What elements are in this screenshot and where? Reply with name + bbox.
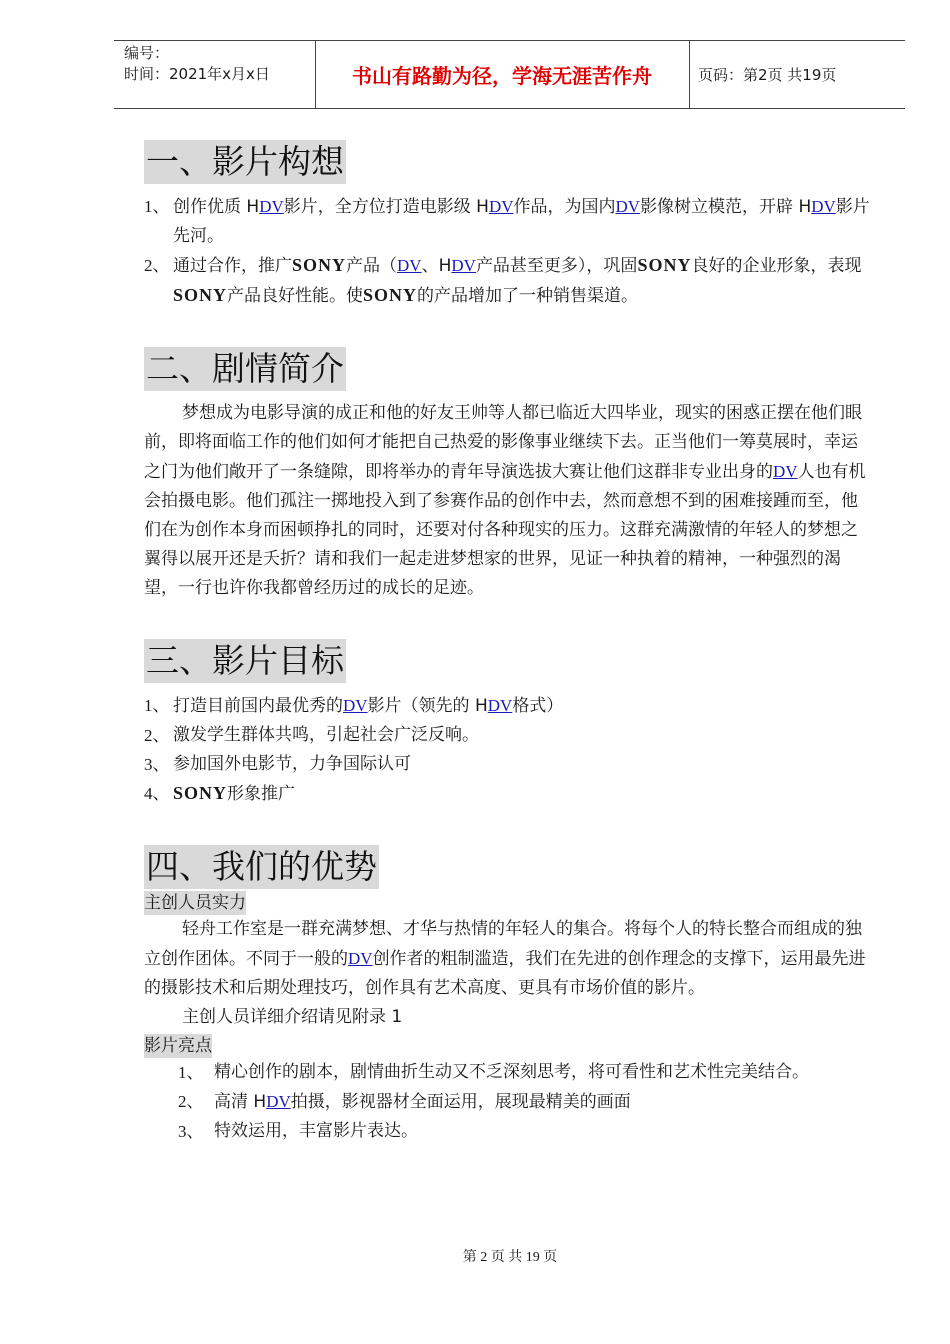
- concept-list: [144, 192, 874, 311]
- team-paragraph: 轻舟工作室是一群充满梦想、才华与热情的年轻人的集合。将每个人的特长整合而组成的独立创作团体。不同于一般的DV创作者的粗制滥造，我们在先进的创作理念的支撑下，运用最先进的摄影技术和后期处理技巧，创作具有艺术高度、更具有市场价值的影片。: [144, 919, 866, 998]
- page-footer: 第 2 页 共 19 页: [462, 1250, 558, 1265]
- sony-logo-text: SONY: [173, 783, 228, 803]
- sony-logo-text: SONY: [637, 255, 692, 275]
- subsection-title: 主创人员实力: [144, 893, 246, 913]
- section-title: 四、我们的优势: [144, 845, 379, 889]
- dv-link[interactable]: DV: [811, 197, 836, 216]
- list-item: 3、 特效运用，丰富影片表达。: [178, 1121, 418, 1141]
- dv-link[interactable]: DV: [397, 256, 422, 275]
- list-item: 2、 激发学生群体共鸣，引起社会广泛反响。: [144, 725, 479, 745]
- dv-link[interactable]: DV: [343, 696, 368, 715]
- appendix-note: 主创人员详细介绍请见附录 1: [182, 1007, 403, 1027]
- header-motto: 书山有路勤为径，学海无涯苦作舟: [352, 64, 652, 88]
- list-item: 1、 精心创作的剧本，剧情曲折生动又不乏深刻思考，将可看性和艺术性完美结合。: [178, 1062, 809, 1082]
- synopsis-paragraph: 梦想成为电影导演的成正和他的好友王帅等人都已临近大四毕业，现实的困惑正摆在他们眼前，即将面临工作的他们如何才能把自己热爱的影像事业继续下去。正当他们一筹莫展时，幸运之门为他们敞开了一条缝隙，即将举办的青年导演选拔大赛让他们这群非专业出身的DV人也有机会拍摄电影。他们孤注一掷地投入到了参赛作品的创作中去，然而意想不到的困难接踵而至，他们在为创作本身而困顿挣扎的同时，还要对付各种现实的压力。这群充满激情的年轻人的梦想之翼得以展开还是夭折？请和我们一起走进梦想家的世界，见证一种执着的精神，一种强烈的渴望，一行也许你我都曾经历过的成长的足迹。: [144, 403, 866, 598]
- header-number-label: 编号：: [124, 44, 170, 62]
- header-page-label: 页码：第2页 共19页: [698, 66, 837, 84]
- subsection-title: 影片亮点: [144, 1036, 212, 1056]
- dv-link[interactable]: DV: [451, 256, 476, 275]
- list-item: 1、 打造目前国内最优秀的DV影片（领先的 HDV格式）: [144, 696, 564, 716]
- list-item: 2、 高清 HDV拍摄，影视器材全面运用，展现最精美的画面: [178, 1092, 631, 1112]
- sony-logo-text: SONY: [363, 285, 418, 305]
- dv-link[interactable]: DV: [348, 949, 373, 968]
- document-body: [144, 140, 874, 1146]
- header-divider: [689, 41, 690, 108]
- dv-link[interactable]: DV: [615, 197, 641, 216]
- section-title: 三、影片目标: [144, 639, 346, 683]
- page-header: [114, 40, 905, 109]
- advantages-block: [144, 889, 874, 1146]
- list-item: 1、 创作优质 HDV影片，全方位打造电影级 HDV作品，为国内DV影像树立模范，开辟 HDV影片先河。: [144, 197, 870, 246]
- section-title: 二、剧情简介: [144, 347, 346, 391]
- dv-link[interactable]: DV: [487, 696, 513, 715]
- goals-list: [144, 691, 874, 809]
- sony-logo-text: SONY: [173, 285, 228, 305]
- list-item: 2、 通过合作，推广SONY产品（DV、HDV产品甚至更多），巩固SONY良好的企业形象，表现SONY产品良好性能。使SONY的产品增加了一种销售渠道。: [144, 255, 862, 306]
- header-meta: [124, 43, 314, 85]
- section-title: 一、影片构想: [144, 140, 346, 184]
- list-item: 3、 参加国外电影节，力争国际认可: [144, 754, 411, 774]
- sony-logo-text: SONY: [292, 255, 347, 275]
- header-time-label: 时间：2021年x月x日: [124, 65, 270, 83]
- dv-link[interactable]: DV: [266, 1092, 291, 1111]
- dv-link[interactable]: DV: [488, 197, 514, 216]
- dv-link[interactable]: DV: [773, 462, 798, 481]
- dv-link[interactable]: DV: [259, 197, 284, 216]
- list-item: 4、 SONY形象推广: [144, 783, 296, 804]
